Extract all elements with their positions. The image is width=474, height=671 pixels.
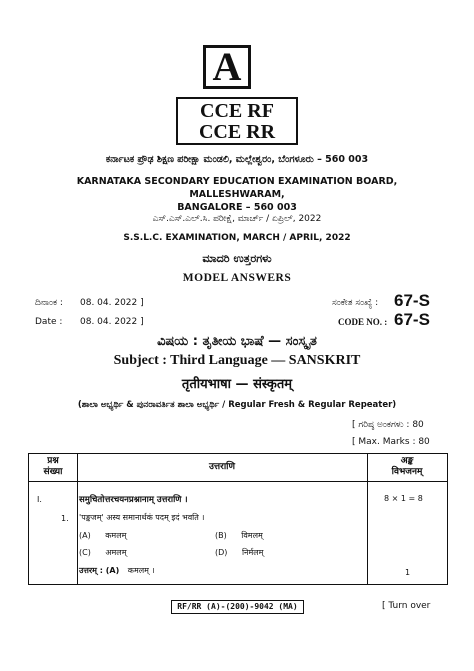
- option-label: (D): [215, 548, 228, 557]
- option-text: निर्मलम्: [241, 548, 264, 557]
- code-value-english: 67-S: [394, 310, 430, 329]
- candidate-type: (ಶಾಲಾ ಅಭ್ಯರ್ಥಿ & ಪುನರಾವರ್ತಿತ ಶಾಲಾ ಅಭ್ಯರ್ಥಿ / Regular Fresh & Regular Repeater): [77, 400, 397, 410]
- question-number: 1.: [61, 514, 69, 523]
- section-number: I.: [37, 495, 42, 504]
- option-text: कमलम्: [105, 531, 127, 540]
- col-header-line: प्रश्न: [47, 456, 59, 466]
- section-title: समुचितोत्तरचयनप्रश्नानाम् उत्तराणि ।: [79, 495, 188, 505]
- date-label-kannada: ದಿನಾಂಕ :: [35, 298, 63, 308]
- board-name-line-1: KARNATAKA SECONDARY EDUCATION EXAMINATION BOARD, MALLESHWARAM,: [76, 176, 398, 200]
- date-value-kannada: 08. 04. 2022 ]: [80, 298, 144, 308]
- column-divider: [77, 454, 78, 584]
- board-name-kannada: ಕರ್ನಾಟಕ ಪ್ರೌಢ ಶಿಕ್ಷಣ ಪರೀಕ್ಷಾ ಮಂಡಲಿ, ಮಲ್ಲೇಶ್ವರಂ, ಬೆಂಗಳೂರು – 560 003: [105, 154, 369, 165]
- subject-kannada: ವಿಷಯ : ತೃತೀಯ ಭಾಷೆ — ಸಂಸ್ಕೃತ: [157, 334, 317, 349]
- max-marks-english: [ Max. Marks : 80: [352, 437, 430, 447]
- model-answers-english: MODEL ANSWERS: [182, 272, 292, 284]
- date-value-english: 08. 04. 2022 ]: [80, 317, 144, 327]
- col-header-line: अङ्क: [400, 456, 414, 466]
- answer-label: उत्तरम् : (A): [79, 566, 120, 575]
- header-divider: [29, 481, 447, 482]
- board-name-line-2: BANGALORE – 560 003: [177, 202, 297, 213]
- col-header-line: संख्या: [43, 467, 63, 477]
- option-label: (C): [79, 548, 91, 557]
- option-text: विमलम्: [241, 531, 263, 540]
- board-name-english: [40, 175, 434, 214]
- option-b: [215, 530, 263, 541]
- model-answers-kannada: ಮಾದರಿ ಉತ್ತರಗಳು: [202, 252, 272, 265]
- paper-code: RF/RR (A)-(200)-9042 (MA): [171, 600, 304, 614]
- col-header-marks: [367, 456, 447, 478]
- col-header-line: विभजनम्: [391, 467, 423, 477]
- answer-marks: 1: [405, 568, 411, 577]
- option-text: अमलम्: [105, 548, 127, 557]
- section-marks: 8 × 1 = 8: [384, 494, 423, 503]
- option-a: [79, 530, 126, 541]
- question-text: 'पङ्कजम्' अस्य समानार्थकं पदम् इदं भवति ।: [79, 513, 205, 522]
- cce-line-1: CCE RF: [200, 100, 274, 122]
- col-header-question-no: [29, 456, 77, 478]
- cce-box: [176, 97, 298, 145]
- answer-text: कमलम् ।: [127, 566, 155, 575]
- code-value-kannada: 67-S: [394, 291, 430, 310]
- max-marks-kannada: [ ಗರಿಷ್ಠ ಅಂಕಗಳು : 80: [352, 420, 424, 430]
- subject-english: Subject : Third Language — SANSKRIT: [113, 353, 361, 368]
- exam-title-kannada: ಎಸ್.ಎಸ್.ಎಲ್.ಸಿ. ಪರೀಕ್ಷೆ, ಮಾರ್ಚ್ / ಏಪ್ರಿಲ್, 2022: [152, 214, 322, 224]
- subject-sanskrit: तृतीयभाषा — संस्कृतम्: [181, 377, 293, 392]
- option-label: (B): [215, 531, 227, 540]
- option-d: [215, 547, 263, 558]
- code-label-english: CODE NO. :: [338, 317, 388, 327]
- code-label-kannada: ಸಂಕೇತ ಸಂಖ್ಯೆ :: [332, 298, 379, 308]
- turn-over-note: [ Turn over: [382, 601, 431, 611]
- answer-table: [28, 453, 448, 585]
- option-c: [79, 547, 126, 558]
- cce-line-2: CCE RR: [198, 121, 276, 143]
- date-label-english: Date :: [35, 317, 63, 327]
- exam-title-english: S.S.L.C. EXAMINATION, MARCH / APRIL, 2022: [123, 233, 351, 243]
- col-header-answers: उत्तराणि: [208, 462, 235, 472]
- option-label: (A): [79, 531, 91, 540]
- answer-line: [79, 565, 155, 576]
- paper-version-letter: A: [203, 45, 251, 89]
